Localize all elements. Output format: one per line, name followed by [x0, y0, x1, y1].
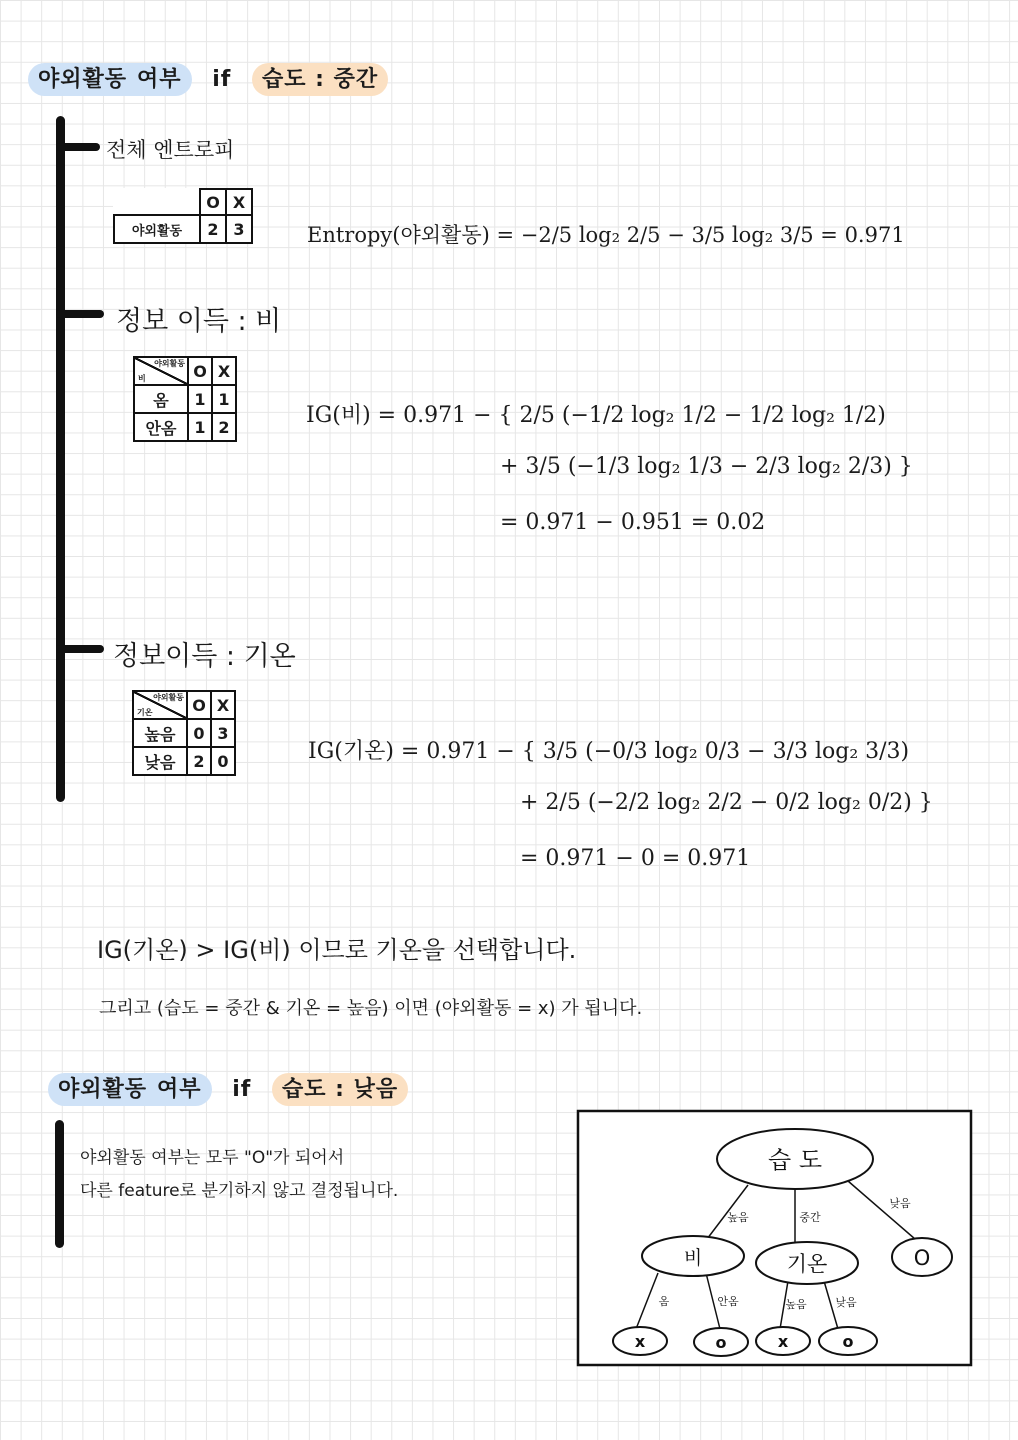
temp-label: 기온 [786, 1252, 828, 1276]
cell-value: 3 [226, 215, 252, 243]
section2-condition: 습도 : 낮음 [272, 1073, 408, 1106]
if-keyword: if [212, 67, 232, 92]
section1-condition: 습도 : 중간 [252, 63, 388, 96]
row-label: 낮음 [133, 747, 187, 775]
cell-value: 2 [212, 413, 236, 441]
row-label: 야외활동 [114, 215, 200, 243]
edge-label-mid: 중간 [799, 1211, 821, 1224]
cell-value: 1 [188, 385, 212, 413]
topic-word: 야외활동 [58, 1077, 148, 1102]
edge-label-low: 낮음 [889, 1197, 911, 1210]
timeline-branch [56, 143, 100, 151]
timeline-branch [56, 310, 104, 318]
section1-title [28, 62, 388, 93]
section2-title [48, 1072, 408, 1103]
decision-tree [576, 1109, 973, 1367]
header-o: O [188, 357, 212, 385]
leaf2-label: o [715, 1333, 727, 1352]
section2-text2: 다른 feature로 분기하지 않고 결정됩니다. [80, 1181, 399, 1201]
ig-temp-label: 정보이득 : 기온 [113, 641, 296, 672]
cell-value: 0 [211, 747, 235, 775]
cell-value: 1 [212, 385, 236, 413]
row-label: 높음 [133, 719, 187, 747]
header-x: X [226, 189, 252, 215]
timeline-bar [56, 116, 65, 802]
edge-label-temp-high: 높음 [785, 1298, 807, 1311]
leaf-low-label: O [913, 1246, 931, 1270]
header-o: O [200, 189, 226, 215]
ig-rain-label: 정보 이득 : 비 [116, 306, 282, 337]
cell-value: 2 [187, 747, 211, 775]
edge-label-temp-low: 낮음 [835, 1296, 857, 1309]
edge-label-high: 높음 [727, 1211, 749, 1224]
entropy-table [113, 188, 253, 244]
ig-rain-line1: IG(비) = 0.971 − { 2/5 (−1/2 log₂ 1/2 − 1/2 log₂ 1/2) [306, 403, 886, 428]
edge-label-rain-yes: 옴 [658, 1295, 670, 1308]
section2-text1: 야외활동 여부는 모두 "O"가 되어서 [80, 1148, 345, 1168]
row-label: 안옴 [134, 413, 188, 441]
ig-temp-line3: = 0.971 − 0 = 0.971 [520, 846, 751, 871]
ig-temp-line1: IG(기온) = 0.971 − { 3/5 (−0/3 log₂ 0/3 − 3/3 log₂ 3/3) [308, 739, 910, 764]
cell-value: 1 [188, 413, 212, 441]
edge-label-rain-no: 안옴 [717, 1295, 739, 1308]
corner-cell [133, 691, 187, 719]
corner-top: 야외활동 [153, 693, 184, 702]
ig-temp-line2: + 2/5 (−2/2 log₂ 2/2 − 0/2 log₂ 0/2) } [520, 790, 933, 815]
if-keyword: if [232, 1077, 252, 1102]
conclusion: IG(기온) > IG(비) 이므로 기온을 선택합니다. [97, 936, 577, 964]
entropy-label: 전체 엔트로피 [106, 138, 235, 162]
corner-bottom: 비 [138, 374, 146, 383]
cell-value: 3 [211, 719, 235, 747]
header-o: O [187, 691, 211, 719]
topic-word: 여부 [157, 1077, 202, 1102]
section2-bar [55, 1120, 64, 1248]
corner-top: 야외활동 [154, 359, 185, 368]
topic-word: 야외활동 [38, 67, 128, 92]
corner-bottom: 기온 [137, 708, 153, 717]
ig-rain-line3: = 0.971 − 0.951 = 0.02 [500, 510, 766, 535]
corner-cell [134, 357, 188, 385]
leaf4-label: o [842, 1332, 854, 1351]
cell-value: 2 [200, 215, 226, 243]
section1-topic [28, 63, 192, 96]
cell-value: 0 [187, 719, 211, 747]
ig-rain-line2: + 3/5 (−1/3 log₂ 1/3 − 2/3 log₂ 2/3) } [500, 454, 913, 479]
timeline-branch [56, 645, 104, 653]
temp-table [132, 690, 236, 776]
section2-topic [48, 1073, 212, 1106]
header-x: X [212, 357, 236, 385]
rain-label: 비 [683, 1247, 703, 1269]
header-x: X [211, 691, 235, 719]
entropy-formula: Entropy(야외활동) = −2/5 log₂ 2/5 − 3/5 log₂ 3/5 = 0.971 [307, 223, 905, 247]
row-label: 옴 [134, 385, 188, 413]
leaf1-label: x [634, 1332, 646, 1351]
topic-word: 여부 [137, 67, 182, 92]
root-label: 습 도 [768, 1146, 822, 1174]
rain-table [133, 356, 237, 442]
conclusion2: 그리고 (습도 = 중간 & 기온 = 높음) 이면 (야외활동 = x) 가 됩니다. [99, 998, 643, 1019]
leaf3-label: x [777, 1332, 789, 1351]
